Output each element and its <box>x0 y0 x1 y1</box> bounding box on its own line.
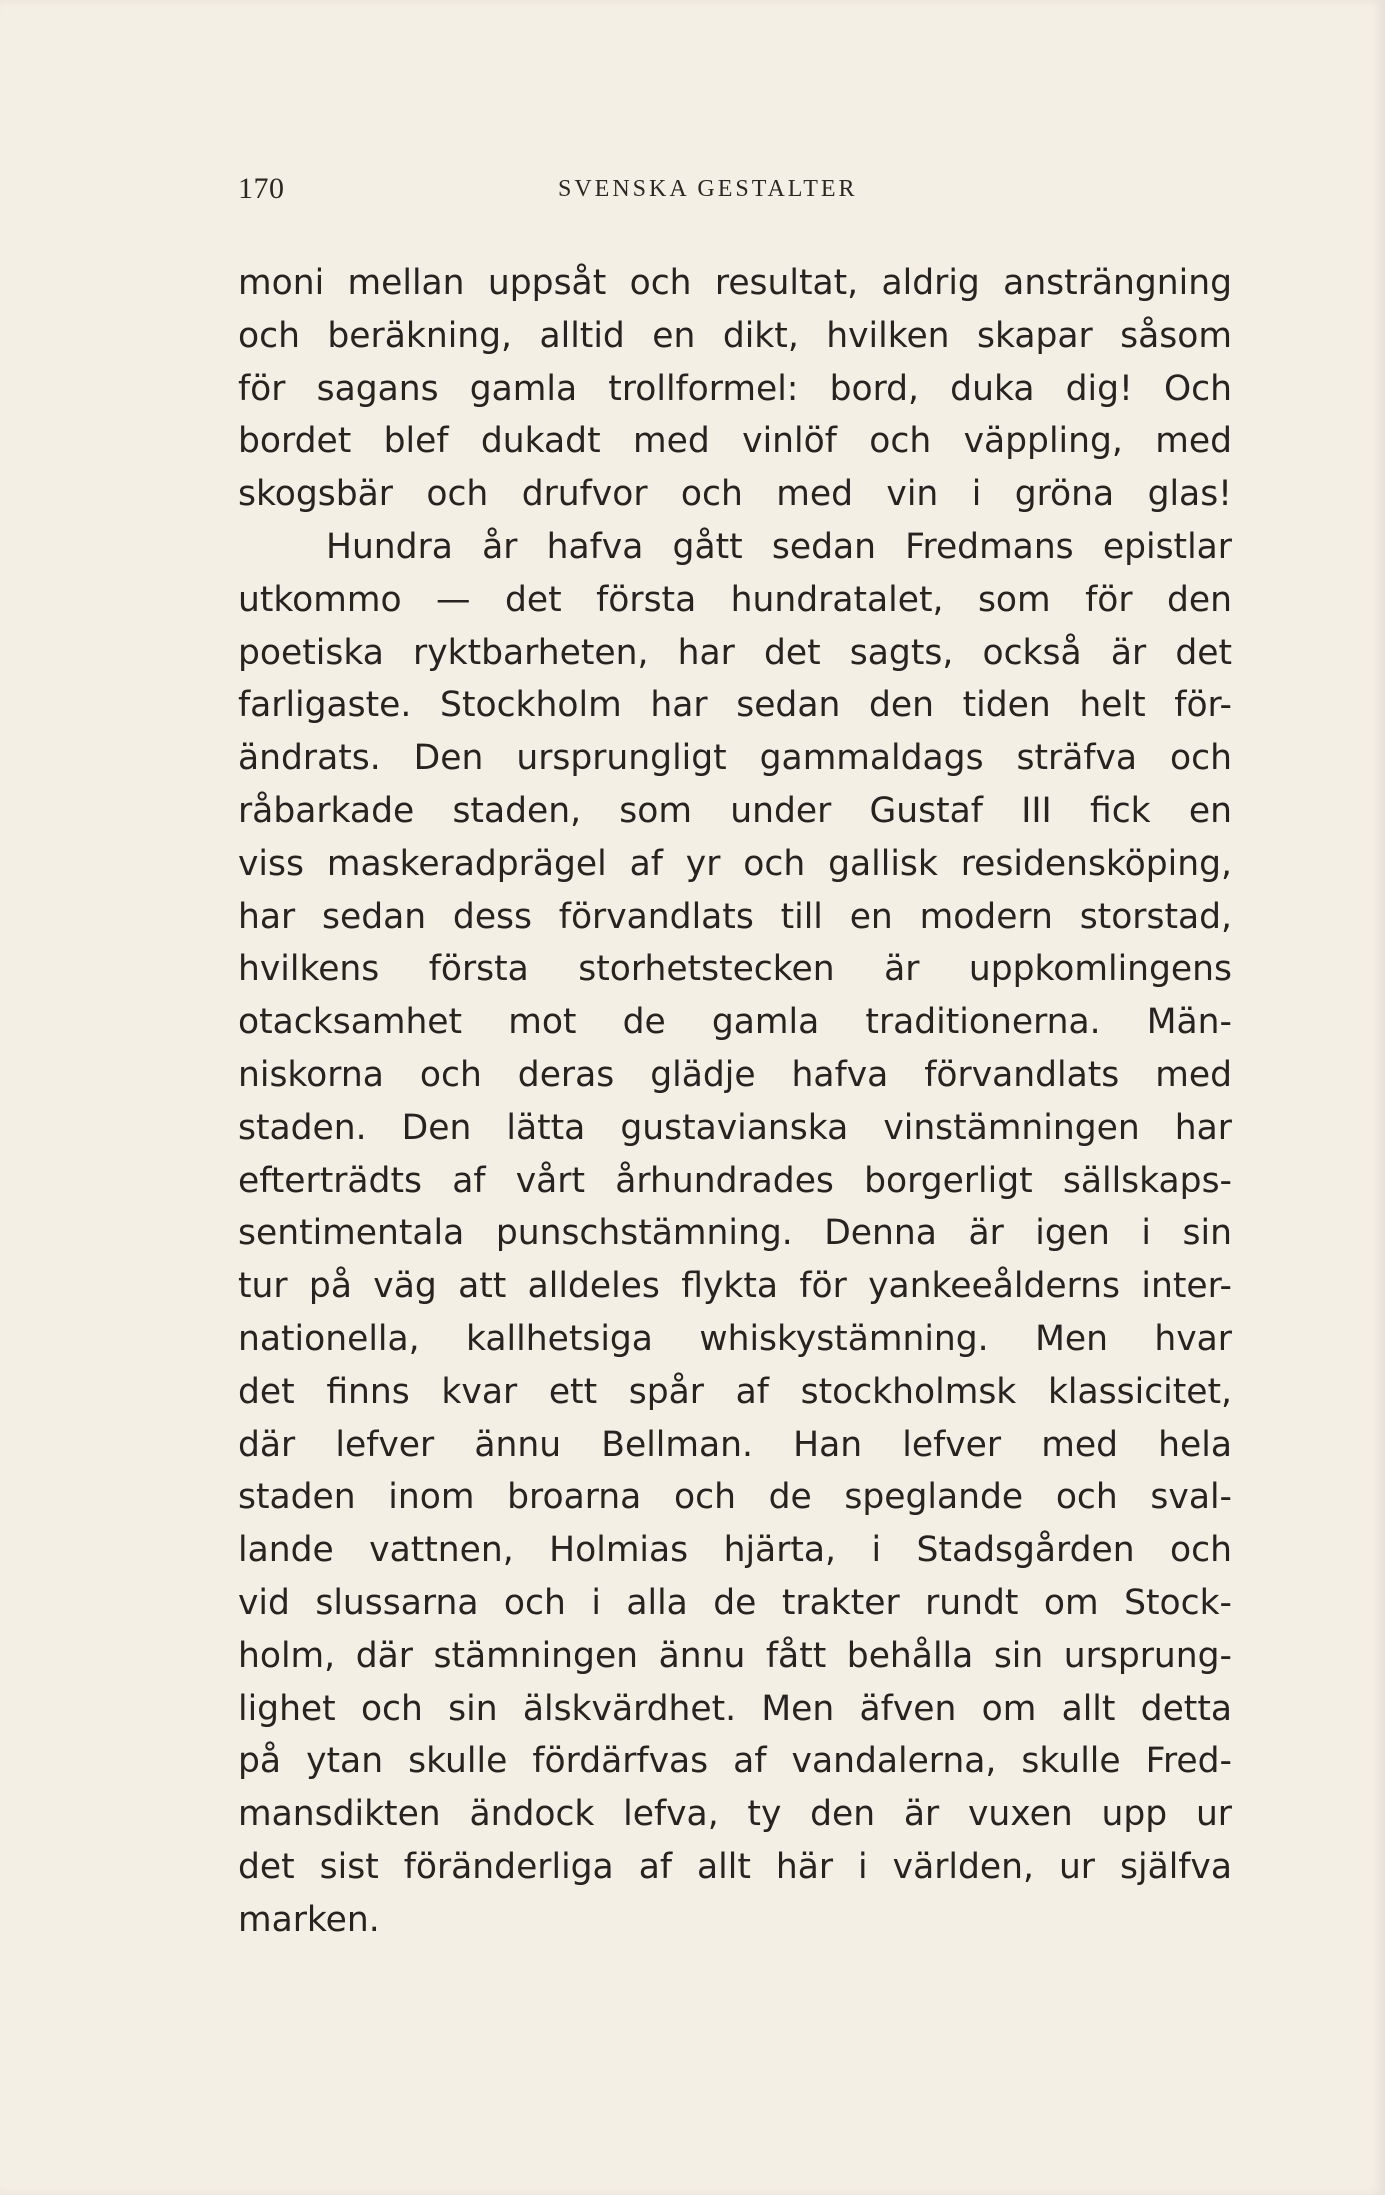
text-line: vid slussarna och i alla de trakter rundt om Stock- <box>238 1582 1232 1623</box>
text-line: Hundra år hafva gått sedan Fredmans epistlar <box>326 526 1232 567</box>
text-line: bordet blef dukadt med vinlöf och väppling, med <box>238 421 1232 462</box>
running-head: SVENSKA GESTALTER <box>558 176 858 202</box>
text-line: mansdikten ändock lefva, ty den är vuxen upp ur <box>238 1794 1232 1835</box>
text-line: för sagans gamla trollformel: bord, duka dig! Och <box>238 368 1232 409</box>
text-line: lighet och sin älskvärdhet. Men äfven om allt detta <box>238 1688 1232 1729</box>
text-line: har sedan dess förvandlats till en modern storstad, <box>238 896 1232 937</box>
text-line: råbarkade staden, som under Gustaf III fick en <box>238 790 1232 831</box>
text-line: poetiska ryktbarheten, har det sagts, också är det <box>238 632 1232 673</box>
text-line: utkommo — det första hundratalet, som för den <box>238 579 1232 620</box>
text-line: på ytan skulle fördärfvas af vandalerna, skulle Fred- <box>238 1741 1232 1782</box>
text-line: sentimentala punschstämning. Denna är igen i sin <box>238 1213 1232 1254</box>
text-line: hvilkens första storhetstecken är uppkomlingens <box>238 949 1232 990</box>
text-line: nationella, kallhetsiga whiskystämning. Men hvar <box>238 1318 1232 1359</box>
text-line: niskorna och deras glädje hafva förvandlats med <box>238 1054 1232 1095</box>
page-number: 170 <box>238 172 285 205</box>
text-line: tur på väg att alldeles flykta för yankeeålderns inter- <box>238 1266 1232 1307</box>
body-text <box>238 257 1232 1947</box>
text-line: lande vattnen, Holmias hjärta, i Stadsgården och <box>238 1530 1232 1571</box>
text-line: staden. Den lätta gustavianska vinstämningen har <box>238 1107 1232 1148</box>
text-line: och beräkning, alltid en dikt, hvilken skapar såsom <box>238 315 1232 356</box>
text-line: ändrats. Den ursprungligt gammaldags sträfva och <box>238 738 1232 779</box>
text-line: marken. <box>238 1899 380 1940</box>
page-header <box>238 172 1230 212</box>
text-line: farligaste. Stockholm har sedan den tiden helt för- <box>238 685 1232 726</box>
text-line: moni mellan uppsåt och resultat, aldrig ansträngning <box>238 263 1232 303</box>
text-line: staden inom broarna och de speglande och sval- <box>238 1477 1232 1518</box>
text-line: där lefver ännu Bellman. Han lefver med hela <box>238 1424 1232 1465</box>
text-line: efterträdts af vårt århundrades borgerligt sällskaps- <box>238 1160 1232 1201</box>
text-line: holm, där stämningen ännu fått behålla sin ursprung- <box>238 1635 1232 1676</box>
text-line: skogsbär och drufvor och med vin i gröna glas! <box>238 474 1232 515</box>
text-line: otacksamhet mot de gamla traditionerna. Män- <box>238 1002 1232 1043</box>
text-line: det finns kvar ett spår af stockholmsk klassicitet, <box>238 1371 1232 1412</box>
text-line: viss maskeradprägel af yr och gallisk residensköping, <box>238 843 1232 884</box>
text-line: det sist föränderliga af allt här i världen, ur själfva <box>238 1846 1232 1887</box>
